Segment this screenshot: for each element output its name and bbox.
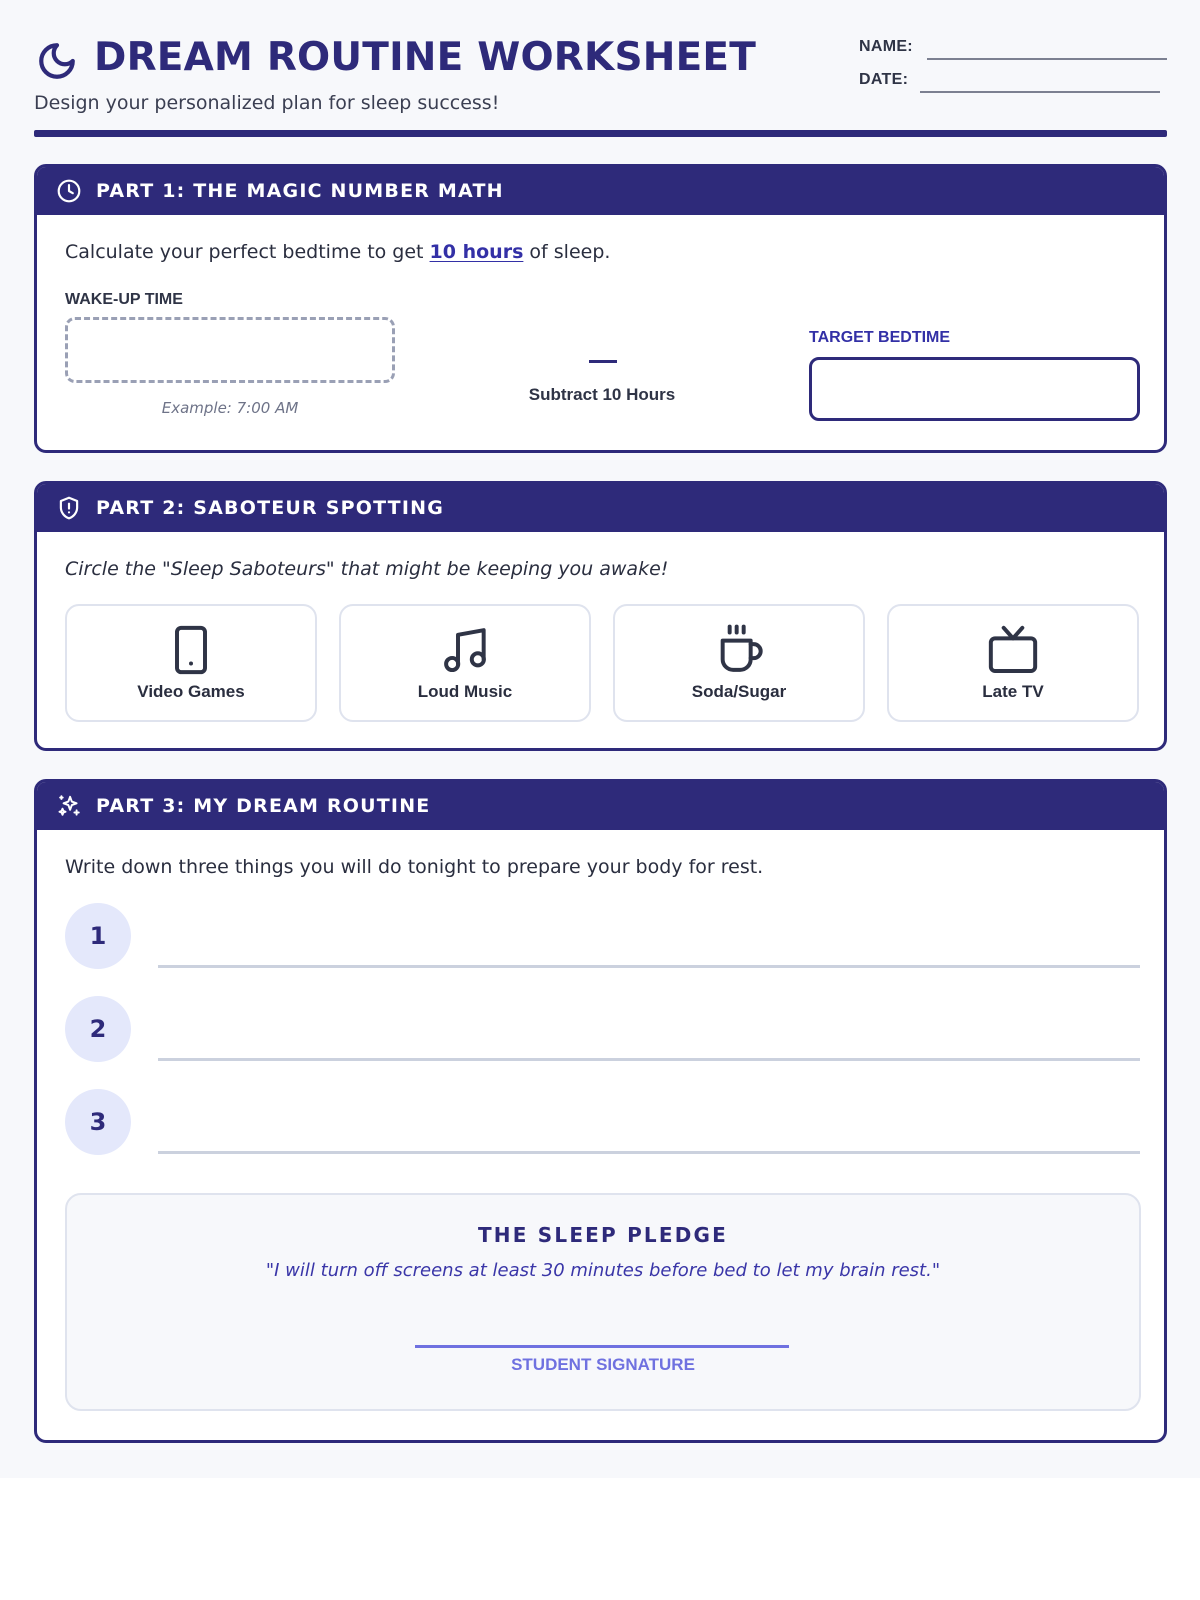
part3-instruction: Write down three things you will do tonight to prepare your body for rest. [65,856,764,878]
target-bedtime-input[interactable] [809,357,1140,421]
tv-icon [985,622,1041,678]
shield-alert-icon [56,495,82,521]
card-label: Loud Music [417,682,513,701]
part3-section [34,779,1167,1443]
minus-icon [589,360,617,363]
pledge-quote: "I will turn off screens at least 30 minutes before bed to let my brain rest." [265,1260,941,1281]
part1-intro-end: of sleep. [523,241,611,263]
clock-icon [56,178,82,204]
tablet-icon [163,622,219,678]
part1-header [37,167,1164,215]
card-label: Video Games [137,682,245,701]
name-label: NAME: [859,38,913,55]
part1-title: PART 1: THE MAGIC NUMBER MATH [96,180,504,202]
moon-icon [36,40,78,82]
part1-intro-text: Calculate your perfect bedtime to get [65,241,430,263]
part2-title: PART 2: SABOTEUR SPOTTING [96,497,444,519]
part1-section [34,164,1167,453]
date-field[interactable] [920,91,1160,93]
sleep-pledge-box [65,1193,1141,1411]
wake-up-time-input[interactable] [65,317,395,383]
page-title: DREAM ROUTINE WORKSHEET [94,35,757,80]
signature-line[interactable] [415,1345,789,1348]
step-number: 1 [65,903,131,969]
step-2-line[interactable] [158,1058,1140,1061]
part1-intro [65,241,610,263]
step-number: 2 [65,996,131,1062]
saboteur-card-late-tv[interactable] [887,604,1139,722]
saboteur-card-soda-sugar[interactable] [613,604,865,722]
saboteur-card-loud-music[interactable] [339,604,591,722]
hot-cup-icon [711,622,767,678]
part2-header [37,484,1164,532]
step-1-line[interactable] [158,965,1140,968]
music-note-icon [437,622,493,678]
step-number: 3 [65,1089,131,1155]
sparkles-icon [56,793,82,819]
wake-up-example: Example: 7:00 AM [161,399,299,417]
target-bedtime-label: TARGET BEDTIME [809,329,951,346]
hours-highlight: 10 hours [429,241,524,263]
saboteur-cards [65,604,1141,722]
name-field[interactable] [927,58,1167,60]
card-label: Late TV [982,682,1044,701]
part3-title: PART 3: MY DREAM ROUTINE [96,795,431,817]
part3-header [37,782,1164,830]
subtract-label: Subtract 10 Hours [528,385,676,404]
page-subtitle: Design your personalized plan for sleep success! [34,92,500,114]
header-divider [34,130,1167,137]
pledge-title: THE SLEEP PLEDGE [477,1223,729,1247]
signature-label: STUDENT SIGNATURE [511,1355,695,1374]
saboteur-card-video-games[interactable] [65,604,317,722]
date-label: DATE: [859,71,909,88]
card-label: Soda/Sugar [691,682,787,701]
part2-instruction: Circle the "Sleep Saboteurs" that might be keeping you awake! [65,558,669,580]
step-3-line[interactable] [158,1151,1140,1154]
part2-section [34,481,1167,751]
wake-up-label: WAKE-UP TIME [65,291,183,308]
